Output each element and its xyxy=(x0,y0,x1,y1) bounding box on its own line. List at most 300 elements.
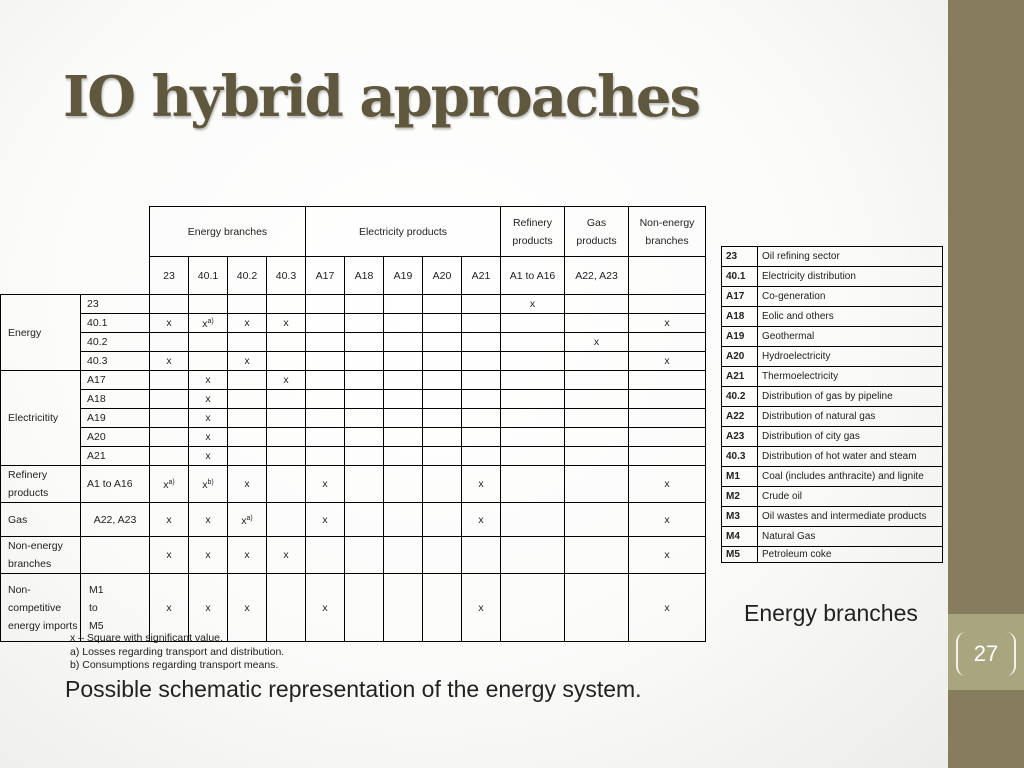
legend-row xyxy=(722,367,943,387)
matrix-cell xyxy=(150,333,189,352)
matrix-cell xyxy=(629,333,706,352)
figure-caption: Possible schematic representation of the energy system. xyxy=(65,676,642,702)
row-label: A20 xyxy=(81,428,150,447)
legend-code: A19 xyxy=(722,327,758,347)
row-label: 40.1 xyxy=(81,314,150,333)
electricity-products-header: Electricity products xyxy=(306,207,501,257)
matrix-cell xyxy=(462,390,501,409)
matrix-cell xyxy=(462,352,501,371)
matrix-cell xyxy=(189,390,228,409)
matrix-cell xyxy=(423,333,462,352)
matrix-cell xyxy=(423,352,462,371)
matrix-cell xyxy=(462,409,501,428)
matrix-cell xyxy=(228,409,267,428)
matrix-cell xyxy=(384,447,423,466)
matrix-cell xyxy=(345,352,384,371)
matrix-cell xyxy=(228,428,267,447)
cell-superscript: b) xyxy=(207,479,214,486)
matrix-cell xyxy=(345,333,384,352)
matrix-cell xyxy=(423,428,462,447)
footnotes xyxy=(70,632,284,673)
matrix-cell xyxy=(565,574,629,642)
legend-desc: Crude oil xyxy=(758,487,943,507)
matrix-cell xyxy=(189,428,228,447)
cell-mark: x xyxy=(322,478,328,490)
matrix-cell xyxy=(565,390,629,409)
matrix-cell xyxy=(629,371,706,390)
matrix-cell xyxy=(501,574,565,642)
matrix-cell xyxy=(629,409,706,428)
cell-mark: x xyxy=(283,374,289,386)
matrix-cell xyxy=(306,503,345,537)
matrix-cell xyxy=(501,390,565,409)
matrix-cell xyxy=(629,574,706,642)
matrix-cell xyxy=(189,352,228,371)
matrix-cell xyxy=(501,295,565,314)
footnote-b: b) Consumptions regarding transport means. xyxy=(70,659,279,671)
matrix-cell xyxy=(267,447,306,466)
matrix-cell xyxy=(189,466,228,503)
table-row xyxy=(1,537,706,574)
matrix-cell xyxy=(462,466,501,503)
matrix-cell xyxy=(189,371,228,390)
table-row xyxy=(1,428,706,447)
legend-row xyxy=(722,547,943,563)
matrix-cell xyxy=(345,428,384,447)
matrix-cell xyxy=(384,574,423,642)
matrix-cell xyxy=(565,352,629,371)
matrix-cell xyxy=(565,409,629,428)
legend-code: A21 xyxy=(722,367,758,387)
matrix-cell xyxy=(629,537,706,574)
legend-row xyxy=(722,507,943,527)
matrix-cell xyxy=(189,295,228,314)
cell-mark: x xyxy=(202,318,208,330)
matrix-cell xyxy=(189,447,228,466)
legend-row xyxy=(722,267,943,287)
matrix-cell xyxy=(565,314,629,333)
legend-code: M5 xyxy=(722,547,758,563)
matrix-cell xyxy=(462,574,501,642)
cell-mark: x xyxy=(244,355,250,367)
matrix-cell xyxy=(629,314,706,333)
matrix-cell xyxy=(306,537,345,574)
matrix-cell xyxy=(267,352,306,371)
legend-code: 40.2 xyxy=(722,387,758,407)
matrix-cell xyxy=(629,352,706,371)
cell-mark: x xyxy=(205,601,211,614)
matrix-cell xyxy=(423,295,462,314)
matrix-cell xyxy=(384,352,423,371)
matrix-cell xyxy=(228,503,267,537)
matrix-cell xyxy=(150,428,189,447)
matrix-cell xyxy=(345,409,384,428)
legend-code: A23 xyxy=(722,427,758,447)
footnote-x: x – Square with significant value. xyxy=(70,632,223,644)
legend-code: A17 xyxy=(722,287,758,307)
legend-desc: Hydroelectricity xyxy=(758,347,943,367)
matrix-cell xyxy=(189,409,228,428)
matrix-cell xyxy=(384,537,423,574)
cell-mark: x xyxy=(163,479,169,491)
slide-title: IO hybrid approaches xyxy=(63,64,700,130)
row-group-non-competitive-imports: Non-competitive energy imports xyxy=(1,574,81,642)
matrix-cell xyxy=(565,371,629,390)
cell-mark: x xyxy=(664,513,670,526)
matrix-cell xyxy=(384,333,423,352)
matrix-cell xyxy=(501,537,565,574)
matrix-cell xyxy=(228,352,267,371)
row-label: 40.2 xyxy=(81,333,150,352)
cell-mark: x xyxy=(205,513,211,526)
matrix-cell xyxy=(306,295,345,314)
row-label: A1 to A16 xyxy=(81,466,150,503)
matrix-cell xyxy=(228,390,267,409)
matrix-cell xyxy=(629,503,706,537)
matrix-cell xyxy=(306,390,345,409)
row-label: A17 xyxy=(81,371,150,390)
cell-mark: x xyxy=(529,298,536,310)
cell-mark: x xyxy=(478,601,484,614)
matrix-cell xyxy=(267,314,306,333)
matrix-cell xyxy=(150,314,189,333)
matrix-cell xyxy=(462,503,501,537)
table-row xyxy=(1,447,706,466)
table-row xyxy=(1,466,706,503)
cell-mark: x xyxy=(166,601,172,614)
cell-mark: x xyxy=(664,549,670,561)
matrix-cell xyxy=(501,314,565,333)
matrix-cell xyxy=(565,503,629,537)
cell-mark: x xyxy=(166,549,172,561)
legend-code: 23 xyxy=(722,247,758,267)
cell-superscript: a) xyxy=(168,479,175,486)
cell-mark: x xyxy=(205,412,211,424)
cell-mark: x xyxy=(478,513,484,526)
matrix-cell xyxy=(306,333,345,352)
matrix-cell xyxy=(267,371,306,390)
legend-row xyxy=(722,247,943,267)
energy-branches-caption: Energy branches xyxy=(744,600,918,626)
matrix-cell xyxy=(306,447,345,466)
column-header: 40.3 xyxy=(267,257,306,295)
legend-desc: Petroleum coke xyxy=(758,547,943,563)
cell-mark: x xyxy=(205,431,211,443)
table-row xyxy=(1,409,706,428)
legend-row xyxy=(722,427,943,447)
matrix-cell xyxy=(501,352,565,371)
matrix-cell xyxy=(629,466,706,503)
page-number: 27 xyxy=(956,632,1016,676)
energy-matrix-table xyxy=(0,206,706,642)
matrix-cell xyxy=(423,390,462,409)
matrix-cell xyxy=(501,333,565,352)
cell-mark: x xyxy=(478,478,484,490)
cell-mark: x xyxy=(205,374,211,386)
matrix-cell xyxy=(501,428,565,447)
matrix-cell xyxy=(423,371,462,390)
matrix-cell xyxy=(462,295,501,314)
energy-branches-header: Energy branches xyxy=(150,207,306,257)
cell-mark: x xyxy=(322,513,328,526)
cell-superscript: a) xyxy=(207,318,214,325)
legend-row xyxy=(722,467,943,487)
code-legend-table xyxy=(721,246,943,563)
cell-mark: x xyxy=(322,601,328,614)
matrix-cell xyxy=(267,428,306,447)
matrix-cell xyxy=(501,409,565,428)
cell-superscript: a) xyxy=(246,514,253,522)
matrix-cell xyxy=(228,537,267,574)
matrix-cell xyxy=(345,537,384,574)
matrix-cell xyxy=(150,447,189,466)
matrix-cell xyxy=(150,466,189,503)
matrix-cell xyxy=(345,574,384,642)
table-row xyxy=(1,333,706,352)
cell-mark: x xyxy=(664,317,670,329)
row-label: A19 xyxy=(81,409,150,428)
legend-row xyxy=(722,387,943,407)
matrix-cell xyxy=(384,503,423,537)
matrix-cell xyxy=(267,390,306,409)
matrix-cell xyxy=(501,447,565,466)
matrix-cell xyxy=(228,314,267,333)
matrix-cell xyxy=(267,537,306,574)
column-header: A22, A23 xyxy=(565,257,629,295)
matrix-cell xyxy=(150,371,189,390)
cell-mark: x xyxy=(166,317,172,329)
matrix-cell xyxy=(629,295,706,314)
matrix-cell xyxy=(565,333,629,352)
column-header: A1 to A16 xyxy=(501,257,565,295)
matrix-cell xyxy=(150,352,189,371)
row-label: 23 xyxy=(81,295,150,314)
table-row xyxy=(1,371,706,390)
matrix-cell xyxy=(345,314,384,333)
column-header: 40.1 xyxy=(189,257,228,295)
column-header: A17 xyxy=(306,257,345,295)
row-label: 40.3 xyxy=(81,352,150,371)
matrix-cell xyxy=(345,371,384,390)
matrix-cell xyxy=(306,314,345,333)
matrix-cell xyxy=(345,503,384,537)
cell-mark: x xyxy=(244,549,250,561)
matrix-cell xyxy=(384,295,423,314)
matrix-cell xyxy=(384,371,423,390)
legend-code: M3 xyxy=(722,507,758,527)
matrix-cell xyxy=(345,295,384,314)
matrix-cell xyxy=(150,295,189,314)
matrix-cell xyxy=(565,295,629,314)
cell-mark: x xyxy=(244,317,250,329)
row-group-refinery-products: Refinery products xyxy=(1,466,81,503)
matrix-cell xyxy=(189,314,228,333)
matrix-cell xyxy=(150,409,189,428)
cell-mark: x xyxy=(202,479,208,491)
matrix-cell xyxy=(267,295,306,314)
non-energy-branches-header: Non-energy branches xyxy=(629,207,706,257)
legend-row xyxy=(722,527,943,547)
matrix-cell xyxy=(423,574,462,642)
legend-code: M4 xyxy=(722,527,758,547)
matrix-cell xyxy=(462,537,501,574)
legend-desc: Distribution of natural gas xyxy=(758,407,943,427)
matrix-cell xyxy=(150,537,189,574)
legend-row xyxy=(722,407,943,427)
matrix-cell xyxy=(189,537,228,574)
matrix-cell xyxy=(228,371,267,390)
cell-mark: x xyxy=(664,355,670,367)
matrix-cell xyxy=(267,503,306,537)
corner-blank xyxy=(1,207,150,295)
legend-row xyxy=(722,347,943,367)
table-row xyxy=(1,352,706,371)
legend-desc: Distribution of gas by pipeline xyxy=(758,387,943,407)
legend-code: 40.1 xyxy=(722,267,758,287)
legend-code: A18 xyxy=(722,307,758,327)
matrix-cell xyxy=(306,466,345,503)
row-group-gas: Gas xyxy=(1,503,81,537)
row-label: A22, A23 xyxy=(81,503,150,537)
legend-code: 40.3 xyxy=(722,447,758,467)
cell-mark: x xyxy=(283,549,289,561)
cell-mark: x xyxy=(241,514,247,527)
cell-mark: x xyxy=(166,513,172,526)
column-header: 40.2 xyxy=(228,257,267,295)
cell-mark: x xyxy=(244,601,250,614)
row-label: A21 xyxy=(81,447,150,466)
matrix-cell xyxy=(462,428,501,447)
matrix-cell xyxy=(423,314,462,333)
column-header: 23 xyxy=(150,257,189,295)
matrix-cell xyxy=(462,371,501,390)
matrix-cell xyxy=(462,447,501,466)
footnote-a: a) Losses regarding transport and distribution. xyxy=(70,645,285,658)
column-header xyxy=(629,257,706,295)
matrix-cell xyxy=(423,466,462,503)
matrix-cell xyxy=(501,503,565,537)
table-row xyxy=(1,295,706,314)
legend-code: A20 xyxy=(722,347,758,367)
legend-row xyxy=(722,487,943,507)
cell-mark: x xyxy=(593,336,600,348)
matrix-cell xyxy=(384,390,423,409)
cell-mark: x xyxy=(664,601,670,614)
row-group-electricity: Electricitity xyxy=(1,371,81,466)
matrix-cell xyxy=(384,409,423,428)
table-row xyxy=(1,314,706,333)
cell-mark: x xyxy=(205,549,211,561)
refinery-products-header: Refinery products xyxy=(501,207,565,257)
legend-desc: Co-generation xyxy=(758,287,943,307)
cell-mark: x xyxy=(283,317,289,329)
legend-code: M1 xyxy=(722,467,758,487)
matrix-cell xyxy=(384,428,423,447)
matrix-cell xyxy=(267,333,306,352)
matrix-cell xyxy=(228,333,267,352)
matrix-cell xyxy=(629,390,706,409)
legend-row xyxy=(722,327,943,347)
column-header: A19 xyxy=(384,257,423,295)
matrix-cell xyxy=(345,390,384,409)
column-header: A21 xyxy=(462,257,501,295)
matrix-cell xyxy=(150,390,189,409)
matrix-cell xyxy=(228,447,267,466)
column-header: A20 xyxy=(423,257,462,295)
legend-desc: Distribution of hot water and steam xyxy=(758,447,943,467)
matrix-cell xyxy=(267,466,306,503)
row-group-energy: Energy xyxy=(1,295,81,371)
matrix-cell xyxy=(423,537,462,574)
gas-products-header: Gas products xyxy=(565,207,629,257)
column-header: A18 xyxy=(345,257,384,295)
legend-desc: Eolic and others xyxy=(758,307,943,327)
table-row xyxy=(1,390,706,409)
legend-desc: Distribution of city gas xyxy=(758,427,943,447)
matrix-cell xyxy=(565,466,629,503)
matrix-cell xyxy=(501,466,565,503)
legend-desc: Natural Gas xyxy=(758,527,943,547)
matrix-cell xyxy=(501,371,565,390)
matrix-cell xyxy=(462,314,501,333)
legend-desc: Coal (includes anthracite) and lignite xyxy=(758,467,943,487)
matrix-cell xyxy=(629,428,706,447)
matrix-cell xyxy=(462,333,501,352)
matrix-cell xyxy=(423,447,462,466)
matrix-cell xyxy=(150,503,189,537)
legend-desc: Thermoelectricity xyxy=(758,367,943,387)
row-label xyxy=(81,537,150,574)
header-row-groups xyxy=(1,207,706,257)
cell-mark: x xyxy=(664,478,670,490)
legend-row xyxy=(722,447,943,467)
matrix-cell xyxy=(565,428,629,447)
matrix-cell xyxy=(423,409,462,428)
matrix-cell xyxy=(345,447,384,466)
row-label: A18 xyxy=(81,390,150,409)
matrix-cell xyxy=(267,409,306,428)
matrix-cell xyxy=(306,574,345,642)
table-row xyxy=(1,503,706,537)
cell-mark: x xyxy=(205,450,211,462)
matrix-cell xyxy=(306,409,345,428)
matrix-cell xyxy=(629,447,706,466)
matrix-cell xyxy=(228,295,267,314)
legend-desc: Oil wastes and intermediate products xyxy=(758,507,943,527)
matrix-cell xyxy=(565,537,629,574)
legend-desc: Geothermal xyxy=(758,327,943,347)
matrix-cell xyxy=(565,447,629,466)
cell-mark: x xyxy=(166,355,172,367)
row-label: M1 to M5 xyxy=(81,574,150,642)
legend-code: M2 xyxy=(722,487,758,507)
matrix-cell xyxy=(384,314,423,333)
cell-mark: x xyxy=(205,393,211,405)
matrix-cell xyxy=(306,352,345,371)
matrix-cell xyxy=(189,333,228,352)
matrix-cell xyxy=(423,503,462,537)
legend-row xyxy=(722,307,943,327)
legend-desc: Oil refining sector xyxy=(758,247,943,267)
matrix-cell xyxy=(189,503,228,537)
legend-desc: Electricity distribution xyxy=(758,267,943,287)
matrix-cell xyxy=(345,466,384,503)
matrix-cell xyxy=(384,466,423,503)
matrix-cell xyxy=(306,371,345,390)
matrix-cell xyxy=(306,428,345,447)
matrix-cell xyxy=(228,466,267,503)
cell-mark: x xyxy=(244,478,250,490)
